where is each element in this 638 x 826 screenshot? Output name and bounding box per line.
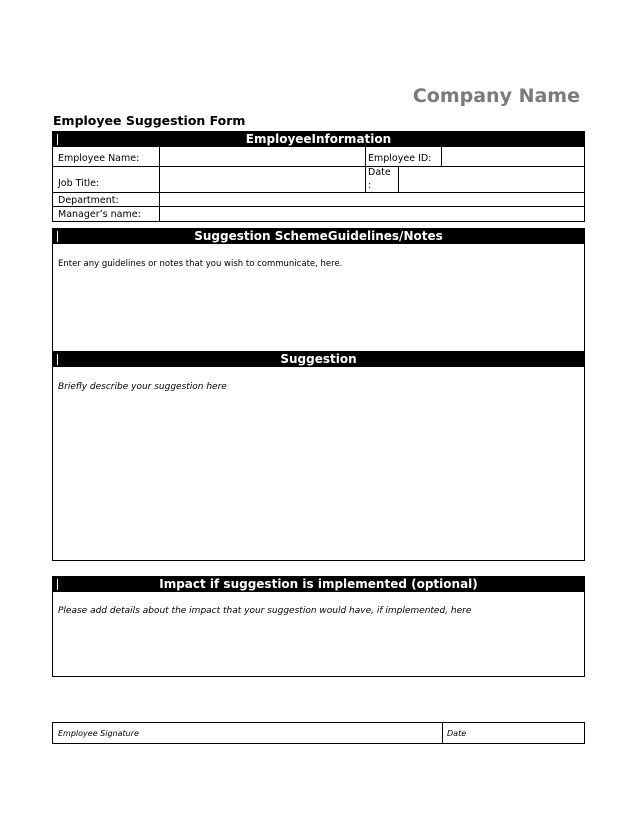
employee-info-header bbox=[53, 132, 584, 147]
manager-name-label: Manager’s name: bbox=[58, 209, 141, 220]
signature-row bbox=[52, 722, 585, 744]
employee-name-field[interactable] bbox=[160, 147, 365, 166]
signature-date-label: Date bbox=[447, 729, 467, 738]
manager-name-field[interactable] bbox=[160, 207, 584, 221]
job-title-field[interactable] bbox=[160, 167, 365, 192]
job-title-label: Job Title: bbox=[58, 178, 100, 189]
guidelines-header bbox=[53, 229, 584, 244]
form-title: Employee Suggestion Form bbox=[53, 113, 246, 128]
suggestion-section bbox=[52, 351, 585, 561]
suggestion-title: Suggestion bbox=[280, 352, 357, 366]
impact-title: Impact if suggestion is implemented (optional) bbox=[159, 577, 478, 591]
employee-name-label: Employee Name: bbox=[58, 153, 140, 164]
impact-section bbox=[52, 576, 585, 677]
suggestion-text[interactable]: Briefly describe your suggestion here bbox=[58, 382, 227, 392]
guidelines-text[interactable]: Enter any guidelines or notes that you wish to communicate, here. bbox=[58, 259, 343, 269]
guidelines-title: Suggestion SchemeGuidelines/Notes bbox=[194, 229, 443, 243]
suggestion-header bbox=[53, 352, 584, 367]
date-label-colon: : bbox=[368, 180, 372, 191]
guidelines-section bbox=[52, 228, 585, 353]
company-name: Company Name bbox=[412, 85, 580, 107]
employee-signature-label: Employee Signature bbox=[58, 729, 139, 738]
department-field[interactable] bbox=[160, 193, 584, 206]
date-label: Date bbox=[368, 167, 391, 178]
employee-info-title: EmployeeInformation bbox=[245, 132, 392, 146]
impact-text[interactable]: Please add details about the impact that your suggestion would have, if implemented, here bbox=[58, 606, 472, 616]
employee-signature-field[interactable] bbox=[53, 723, 442, 743]
signature-date-field[interactable] bbox=[443, 723, 584, 743]
department-label: Department: bbox=[58, 195, 119, 206]
employee-id-field[interactable] bbox=[442, 147, 584, 166]
employee-id-label: Employee ID: bbox=[368, 153, 432, 164]
date-field[interactable] bbox=[399, 167, 584, 192]
employee-info-section bbox=[52, 131, 585, 222]
impact-header bbox=[53, 577, 584, 592]
